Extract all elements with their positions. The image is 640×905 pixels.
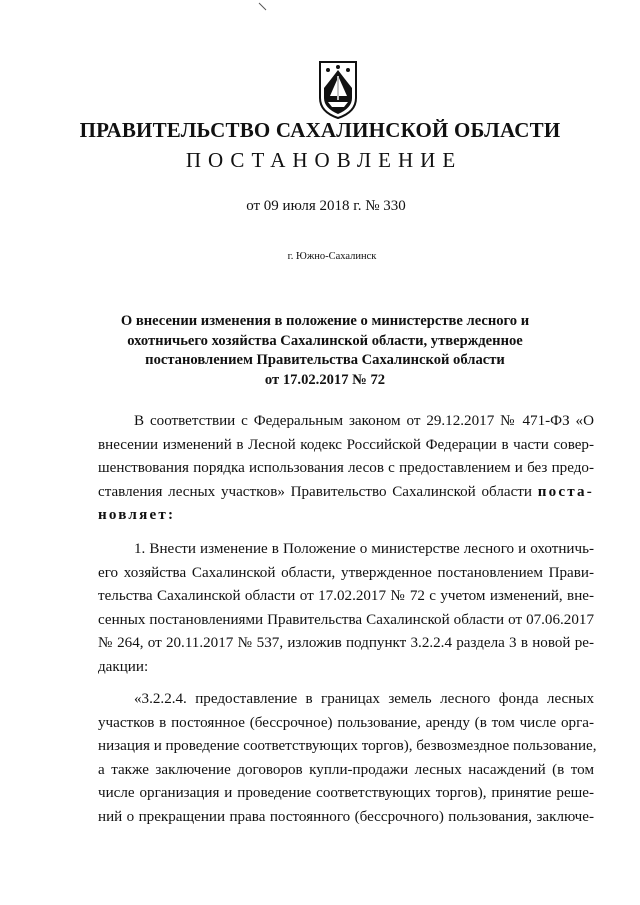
clause-3-2-2-4-paragraph xyxy=(98,688,597,830)
title-line: О внесении изменения в положение о министерстве лесного и xyxy=(120,313,530,329)
scan-mark-icon xyxy=(258,2,268,12)
text-line: «3.2.2.4. предоставление в границах земель лесного фонда лесных xyxy=(134,691,594,707)
text-line: шенствования порядка использования лесов с предоставлением и без предо- xyxy=(98,460,594,477)
text-line: ний о прекращении права постоянного (бессрочного) пользования, заключе- xyxy=(98,808,594,825)
emphasis-word: поста- xyxy=(537,483,595,500)
text-line: участков в постоянное (бессрочное) пользование, аренду (в том числе орга- xyxy=(98,714,594,731)
title-line: охотничьего хозяйства Сахалинской области, утвержденное xyxy=(127,332,523,349)
text-line: В соответствии с Федеральным законом от 29.12.2017 № 471-ФЗ «О xyxy=(134,413,594,429)
coat-of-arms-icon xyxy=(314,58,362,120)
text-line: внесении изменений в Лесной кодекс Российской Федерации в части совер- xyxy=(98,436,594,453)
title-line: постановлением Правительства Сахалинской области xyxy=(145,352,505,368)
text-line: а также заключение договоров купли-продажи лесных насаждений (в том xyxy=(98,761,594,778)
title-line: от 17.02.2017 № 72 xyxy=(264,371,386,388)
emphasis-word: новляет: xyxy=(98,507,176,524)
document-title xyxy=(100,312,550,390)
text-line: тельства Сахалинской области от 17.02.2017 № 72 с учетом изменений, вне- xyxy=(98,588,594,605)
text-line: сенных постановлениями Правительства Сахалинской области от 07.06.2017 xyxy=(98,611,594,628)
government-name: ПРАВИТЕЛЬСТВО САХАЛИНСКОЙ ОБЛАСТИ xyxy=(79,118,561,142)
document-city: г. Южно-Сахалинск xyxy=(287,251,377,262)
text-line: его хозяйства Сахалинской области, утвержденное постановлением Прави- xyxy=(98,564,594,581)
document-date-number: от 09 июля 2018 г. № 330 xyxy=(246,198,406,214)
text-line: № 264, от 20.11.2017 № 537, изложив подпункт 3.2.2.4 раздела 3 в новой ре- xyxy=(98,635,594,652)
text-line: дакции: xyxy=(98,658,149,675)
text-line: низация и проведение соответствующих торгов), безвозмездное пользование, xyxy=(98,738,597,755)
text-line xyxy=(98,481,594,505)
text-line: числе организация и проведение соответствующих торгов), принятие реше- xyxy=(98,785,594,802)
text-line: 1. Внести изменение в Положение о министерстве лесного и охотничь- xyxy=(134,541,594,557)
document-type: ПОСТАНОВЛЕНИЕ xyxy=(185,148,463,172)
text-fragment: ставления лесных участков» Правительство Сахалинской области xyxy=(98,483,532,500)
preamble-paragraph xyxy=(98,410,594,528)
clause-1-paragraph xyxy=(98,538,594,680)
